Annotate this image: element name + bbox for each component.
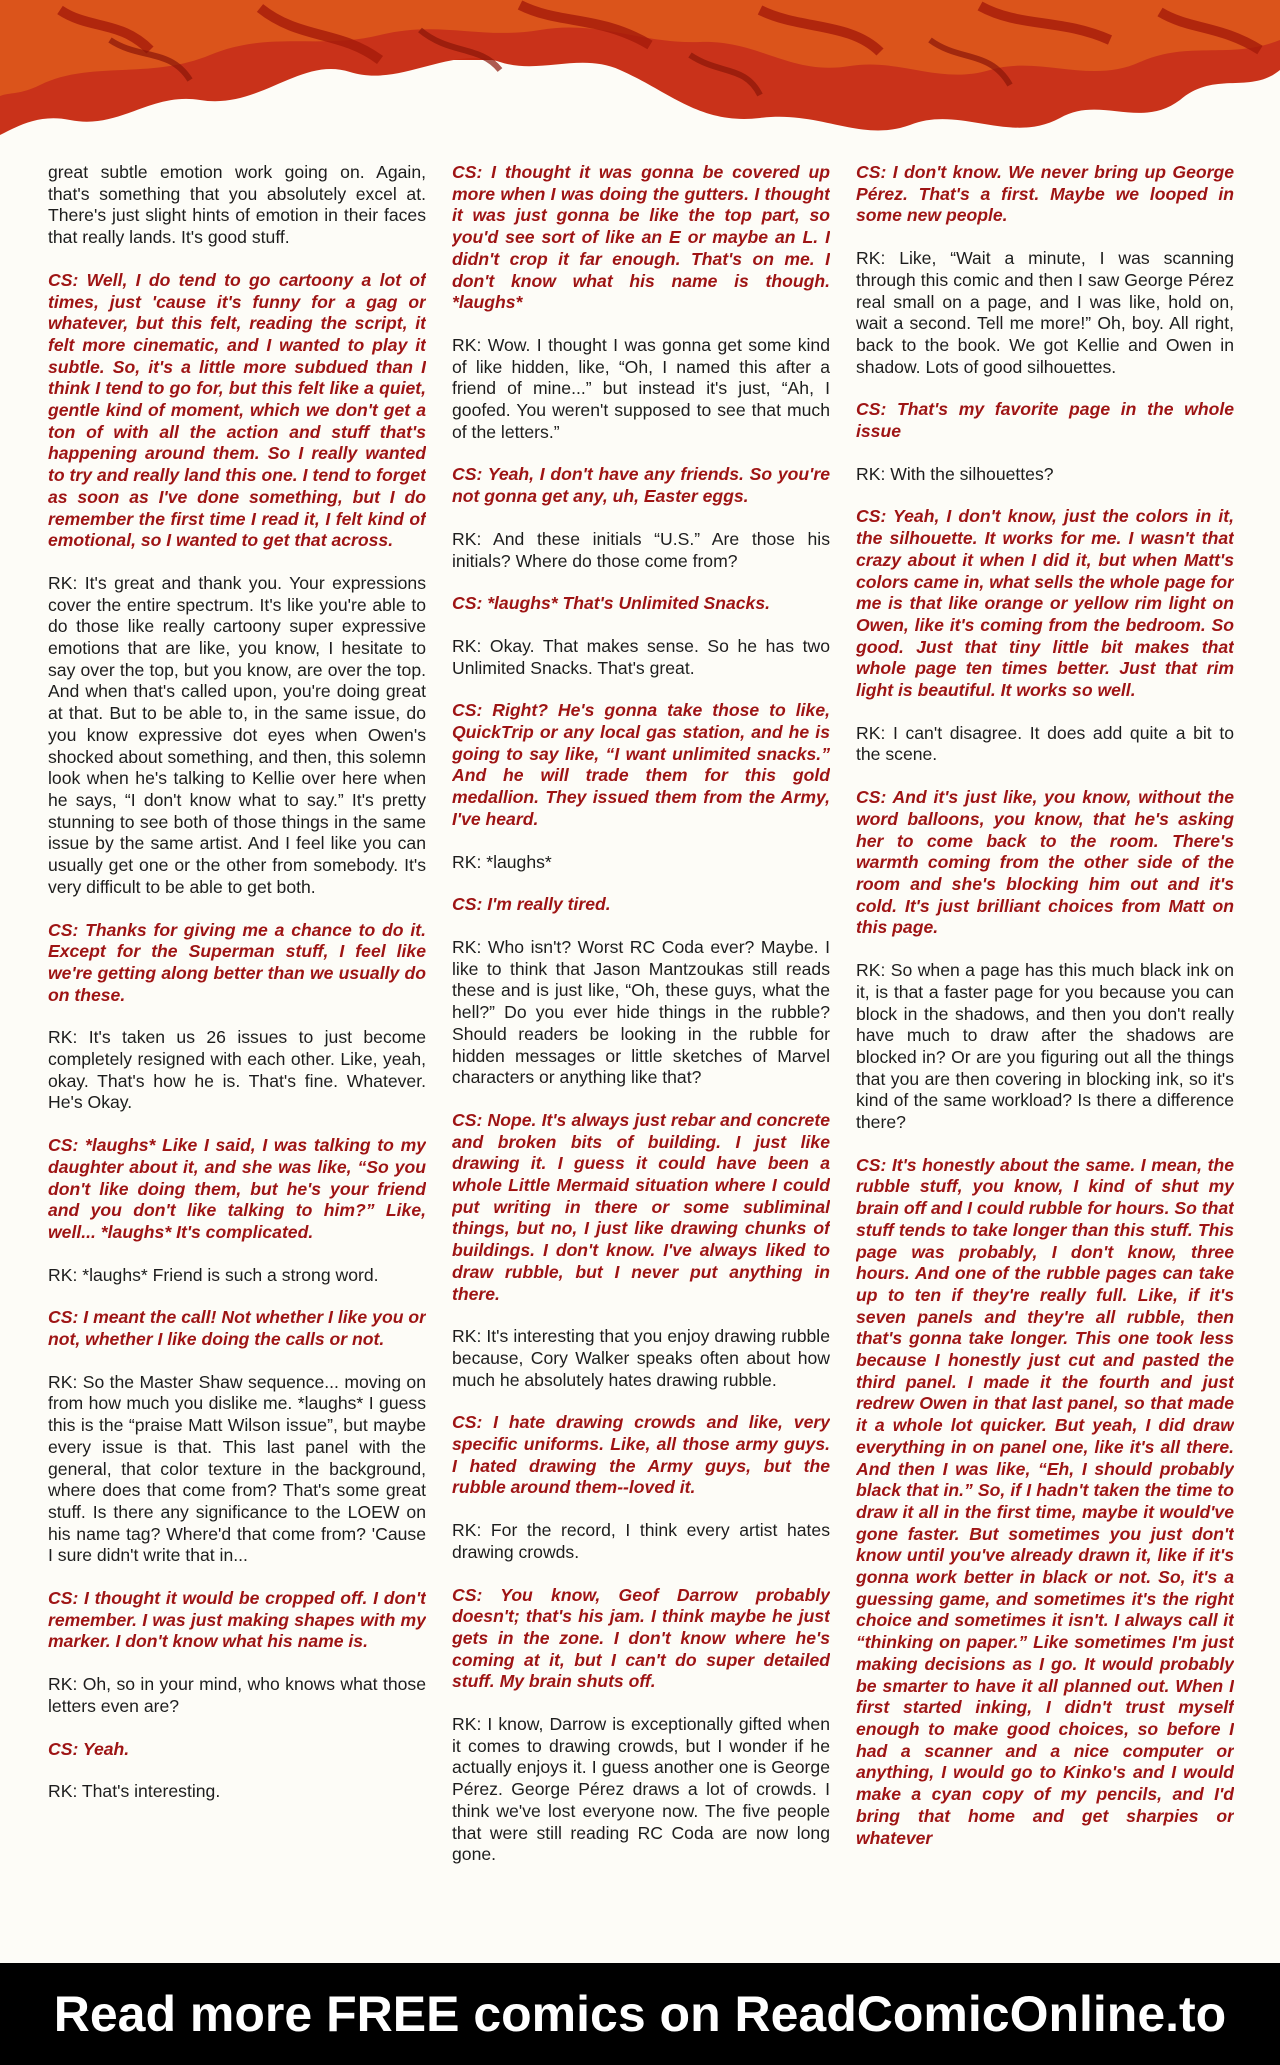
interviewer-paragraph: RK: Oh, so in your mind, who knows what those letters even are? <box>48 1674 426 1716</box>
artist-paragraph: CS: Nope. It's always just rebar and concrete and broken bits of building. I just like drawing it. I guess it could have been a whole Little Mermaid situation where I could put writing in there or some subliminal things, but no, I just like drawing chunks of buildings. I don't know. I've always liked to draw rubble, but I never put anything in there. <box>452 1109 830 1304</box>
interviewer-paragraph: RK: For the record, I think every artist hates drawing crowds. <box>452 1520 830 1562</box>
column-2 <box>452 162 830 1952</box>
interviewer-paragraph: RK: I know, Darrow is exceptionally gifted when it comes to drawing crowds, but I wonder if he actually enjoys it. I guess another one is George Pérez. George Pérez draws a lot of crowds. I think we've lost everyone now. The five people that were still reading RC Coda are now long gone. <box>452 1714 830 1865</box>
interviewer-paragraph: RK: *laughs* Friend is such a strong word. <box>48 1264 379 1285</box>
interviewer-paragraph: RK: *laughs* <box>452 851 552 872</box>
artist-paragraph: CS: I don't know. We never bring up George Pérez. That's a first. Maybe we looped in some new people. <box>856 162 1234 226</box>
interviewer-paragraph: great subtle emotion work going on. Again, that's something that you absolutely excel at. There's just slight hints of emotion in their faces that really lands. It's good stuff. <box>48 162 426 248</box>
header-banner-art <box>0 0 1280 160</box>
interviewer-paragraph: RK: So the Master Shaw sequence... moving on from how much you dislike me. *laughs* I guess this is the “praise Matt Wilson issue”, but maybe every issue is that. This last panel with the general, that color texture in the background, where does that come from? That's some great stuff. Is there any significance to the LOEW on his name tag? Where'd that come from? 'Cause I sure didn't write that in... <box>48 1371 426 1566</box>
interviewer-paragraph: RK: Like, “Wait a minute, I was scanning through this comic and then I saw George Pérez real small on a page, and I was like, hold on, wait a second. Tell me more!” Oh, boy. All right, back to the book. We got Kellie and Owen in shadow. Lots of good silhouettes. <box>856 248 1234 377</box>
artist-paragraph: CS: *laughs* Like I said, I was talking to my daughter about it, and she was like, “So you don't like doing them, but he's your friend and you don't like talking to him?” Like, well... *laughs* It's complicated. <box>48 1135 426 1242</box>
interviewer-paragraph: RK: Who isn't? Worst RC Coda ever? Maybe. I like to think that Jason Mantzoukas still reads these and is just like, “Oh, these guys, what the hell?” Do you ever hide things in the rubble? Should readers be looking in the rubble for hidden messages or little sketches of Marvel characters or anything like that? <box>452 936 830 1088</box>
artist-paragraph: CS: I thought it would be cropped off. I don't remember. I was just making shapes with my marker. I don't know what his name is. <box>48 1588 426 1652</box>
artist-paragraph: CS: Thanks for giving me a chance to do it. Except for the Superman stuff, I feel like we're getting along better than we usually do on these. <box>48 919 426 1005</box>
artist-paragraph: CS: Yeah, I don't have any friends. So you're not gonna get any, uh, Easter eggs. <box>452 464 830 507</box>
artist-paragraph: CS: *laughs* That's Unlimited Snacks. <box>452 593 771 614</box>
artist-paragraph: CS: Well, I do tend to go cartoony a lot of times, just 'cause it's funny for a gag or whatever, but this felt, reading the script, it felt more cinematic, and I wanted to play it subtle. So, it's a little more subdued than I think I tend to go for, but this felt like a quiet, gentle kind of moment, which we don't get a ton of with all the action and stuff that's happening around them. So I really wanted to try and really land this one. I tend to forget as soon as I've done something, but I do remember the first time I read it, I felt kind of emotional, so I wanted to get that across. <box>48 269 426 551</box>
artist-paragraph: CS: Yeah, I don't know, just the colors in it, the silhouette. It works for me. I wasn't that crazy about it when I did it, but when Matt's colors came in, what sells the whole page for me is that like orange or yellow rim light on Owen, like it's coming from the bedroom. So good. Just that tiny little bit makes that whole page ten times better. Just that rim light is beautiful. It works so well. <box>856 506 1234 701</box>
interviewer-paragraph: RK: With the silhouettes? <box>856 463 1054 484</box>
article-columns <box>48 162 1234 1952</box>
artist-paragraph: CS: Right? He's gonna take those to like, QuickTrip or any local gas station, and he is going to say like, “I want unlimited snacks.” And he will trade them for this gold medallion. They issued them from the Army, I've heard. <box>452 700 830 829</box>
artist-paragraph: CS: That's my favorite page in the whole issue <box>856 399 1234 442</box>
interviewer-paragraph: RK: So when a page has this much black ink on it, is that a faster page for you because you can block in the shadows, and then you don't really have much to draw after the shadows are blocked in? Or are you figuring out all the things that you are then covering in blocking ink, so it's kind of the same workload? Is there a difference there? <box>856 960 1234 1133</box>
interviewer-paragraph: RK: Wow. I thought I was gonna get some kind of like hidden, like, “Oh, I named this after a friend of mine...” but instead it's just, “Ah, I goofed. You weren't supposed to see that much of the letters.” <box>452 334 830 442</box>
interviewer-paragraph: RK: It's great and thank you. Your expressions cover the entire spectrum. It's like you're able to do those like really cartoony super expressive emotions that are like, you know, I hesitate to say over the top, but you know, are over the top. And when that's called upon, you're doing great at that. But to be able to, in the same issue, do you know expressive dot eyes when Owen's shocked about something, and then, this solemn look when he's talking to Kellie over here when he says, “I don't know what to say.” It's pretty stunning to see both of those things in the same issue by the same artist. And I feel like you can usually get one or the other from somebody. It's very difficult to be able to get both. <box>48 572 426 897</box>
interviewer-paragraph: RK: Okay. That makes sense. So he has two Unlimited Snacks. That's great. <box>452 635 830 678</box>
column-3 <box>856 162 1234 1952</box>
footer-promo-text[interactable]: Read more FREE comics on ReadComicOnline.to <box>53 1986 1227 2042</box>
artist-paragraph: CS: I meant the call! Not whether I like you or not, whether I like doing the calls or not. <box>48 1307 426 1350</box>
interviewer-paragraph: RK: It's interesting that you enjoy drawing rubble because, Cory Walker speaks often about how much he absolutely hates drawing rubble. <box>452 1326 830 1390</box>
artist-paragraph: CS: I thought it was gonna be covered up more when I was doing the gutters. I thought it was just gonna be like the top part, so you'd see sort of like an E or maybe an L. I didn't crop it far enough. That's on me. I don't know what his name is though. *laughs* <box>452 162 830 313</box>
artist-paragraph: CS: Yeah. <box>48 1738 130 1759</box>
interviewer-paragraph: RK: That's interesting. <box>48 1781 221 1802</box>
interviewer-paragraph: RK: It's taken us 26 issues to just become completely resigned with each other. Like, yeah, okay. That's how he is. That's fine. Whatever. He's Okay. <box>48 1027 426 1113</box>
artist-paragraph: CS: I hate drawing crowds and like, very specific uniforms. Like, all those army guys. I hated drawing the Army guys, but the rubble around them--loved it. <box>452 1412 830 1498</box>
artist-paragraph: CS: You know, Geof Darrow probably doesn't; that's his jam. I think maybe he just gets in the zone. I don't know where he's coming at it, but I can't do super detailed stuff. My brain shuts off. <box>452 1584 830 1692</box>
artist-paragraph: CS: And it's just like, you know, without the word balloons, you know, that he's asking her to come back to the room. There's warmth coming from the other side of the room and she's blocking him out and it's cold. It's just brilliant choices from Matt on this page. <box>856 787 1234 938</box>
artist-paragraph: CS: I'm really tired. <box>452 894 611 915</box>
interviewer-paragraph: RK: I can't disagree. It does add quite a bit to the scene. <box>856 722 1234 765</box>
column-1 <box>48 162 426 1952</box>
footer-banner <box>0 1963 1280 2065</box>
interviewer-paragraph: RK: And these initials “U.S.” Are those his initials? Where do those come from? <box>452 528 830 571</box>
artist-paragraph: CS: It's honestly about the same. I mean, the rubble stuff, you know, I kind of shut my brain off and I could rubble for hours. So that stuff tends to take longer than this stuff. This page was probably, I don't know, three hours. And one of the rubble pages can take up to ten if they're really full. Like, if it's seven panels and they're all rubble, then that's gonna take longer. This one took less because I honestly just cut and pasted the third panel. I made it the fourth and just redrew Owen in that last panel, so that made it a whole lot quicker. But yeah, I did draw everything in on panel one, like it's all there. And then I was like, “Eh, I should probably black that in.” So, if I hadn't taken the time to draw it all in the first time, maybe it would've gone faster. But sometimes you just don't know until you've already drawn it, like if it's gonna work better in black or not. So, it's a guessing game, and sometimes it's the right choice and sometimes it isn't. I always call it “thinking on paper.” Like sometimes I'm just making decisions as I go. It would probably be smarter to have it all planned out. When I first started inking, I didn't trust myself enough to make good choices, so before I had a scanner and a nice computer or anything, I would go to Kinko's and I would make a cyan copy of my pencils, and I'd bring that home and get sharpies or whatever <box>856 1154 1234 1848</box>
